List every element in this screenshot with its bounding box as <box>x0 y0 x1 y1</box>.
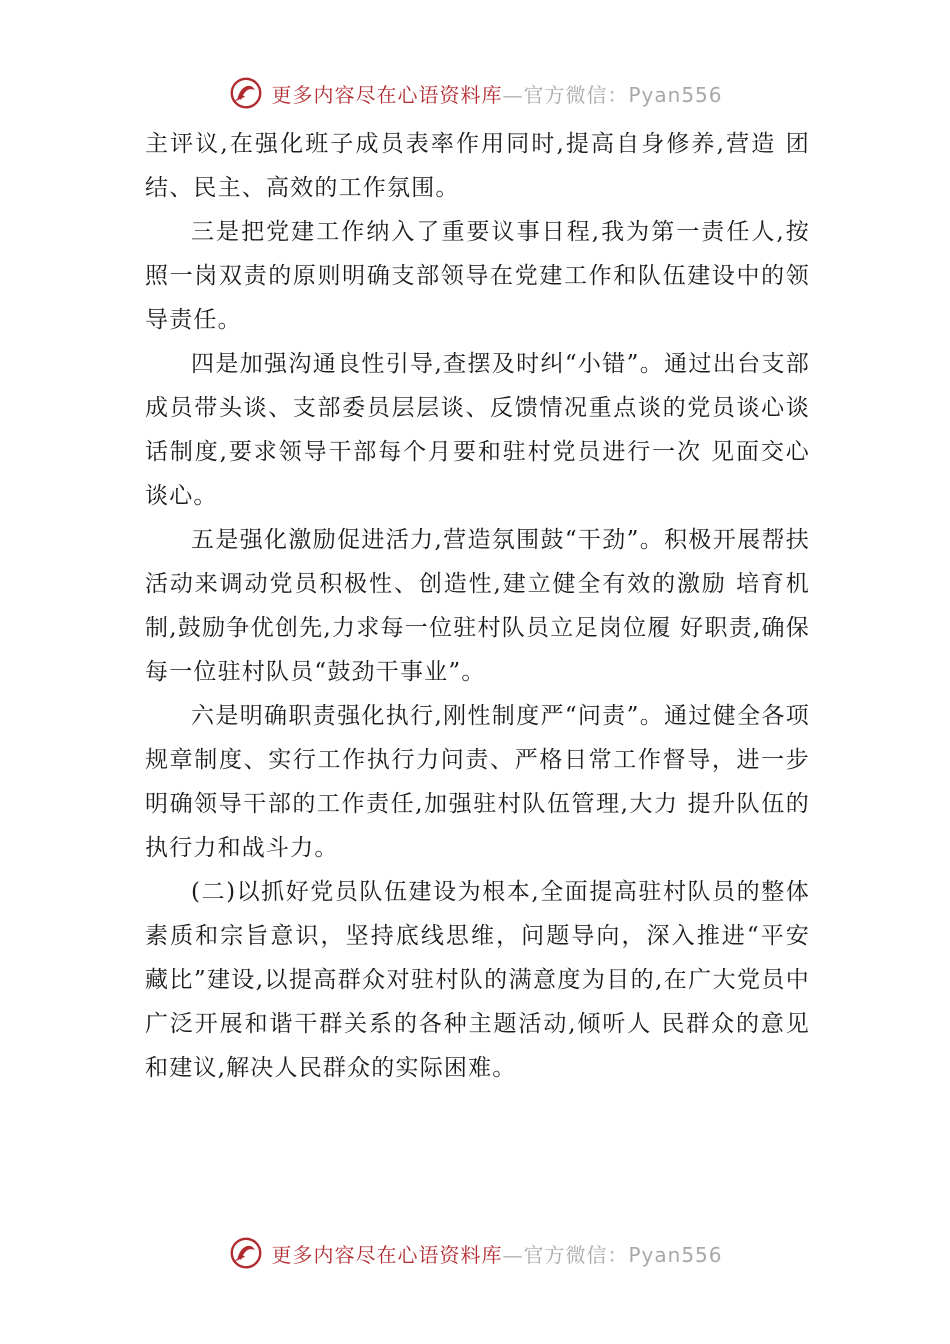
brand-logo-icon <box>227 1234 265 1272</box>
document-body <box>145 122 810 1090</box>
footer-banner <box>0 1232 950 1274</box>
paragraph-1: 主评议,在强化班子成员表率作用同时,提高自身修养,营造 团结、民主、高效的工作氛围。 <box>145 131 810 201</box>
footer-banner-text <box>271 1239 722 1268</box>
paragraph-2: 三是把党建工作纳入了重要议事日程,我为第一责任人,按照一岗双责的原则明确支部领导在党建工作和队伍建设中的领导责任。 <box>145 219 810 333</box>
header-brand: 更多内容尽在心语资料库 <box>271 82 503 107</box>
header-label: 官方微信： <box>523 82 629 107</box>
footer-brand: 更多内容尽在心语资料库 <box>271 1242 503 1267</box>
footer-dash: — <box>502 1242 524 1267</box>
header-banner-text <box>271 79 722 108</box>
header-banner <box>0 72 950 114</box>
paragraph-4: 五是强化激励促进活力,营造氛围鼓“干劲”。积极开展帮扶活动来调动党员积极性、创造性,建立健全有效的激励 培育机制,鼓励争优创先,力求每一位驻村队员立足岗位履 好职责,确保每一位驻村队员“鼓劲干事业”。 <box>145 527 810 685</box>
brand-logo-icon <box>227 74 265 112</box>
header-wechat-id: Pyan556 <box>628 82 723 107</box>
paragraph-3: 四是加强沟通良性引导,查摆及时纠“小错”。通过出台支部成员带头谈、支部委员层层谈、反馈情况重点谈的党员谈心谈话制度,要求领导干部每个月要和驻村党员进行一次 见面交心谈心。 <box>145 351 810 509</box>
header-dash: — <box>502 82 524 107</box>
paragraph-6: (二)以抓好党员队伍建设为根本,全面提高驻村队员的整体素质和宗旨意识，坚持底线思维，问题导向，深入推进“平安藏比”建设,以提高群众对驻村队的满意度为目的,在广大党员中广泛开展和谐干群关系的各种主题活动,倾听人 民群众的意见和建议,解决人民群众的实际困难。 <box>145 879 810 1081</box>
footer-wechat-id: Pyan556 <box>628 1242 723 1267</box>
footer-label: 官方微信： <box>523 1242 629 1267</box>
paragraph-5: 六是明确职责强化执行,刚性制度严“问责”。通过健全各项规章制度、实行工作执行力问责、严格日常工作督导，进一步明确领导干部的工作责任,加强驻村队伍管理,大力 提升队伍的执行力和战斗力。 <box>145 703 810 861</box>
